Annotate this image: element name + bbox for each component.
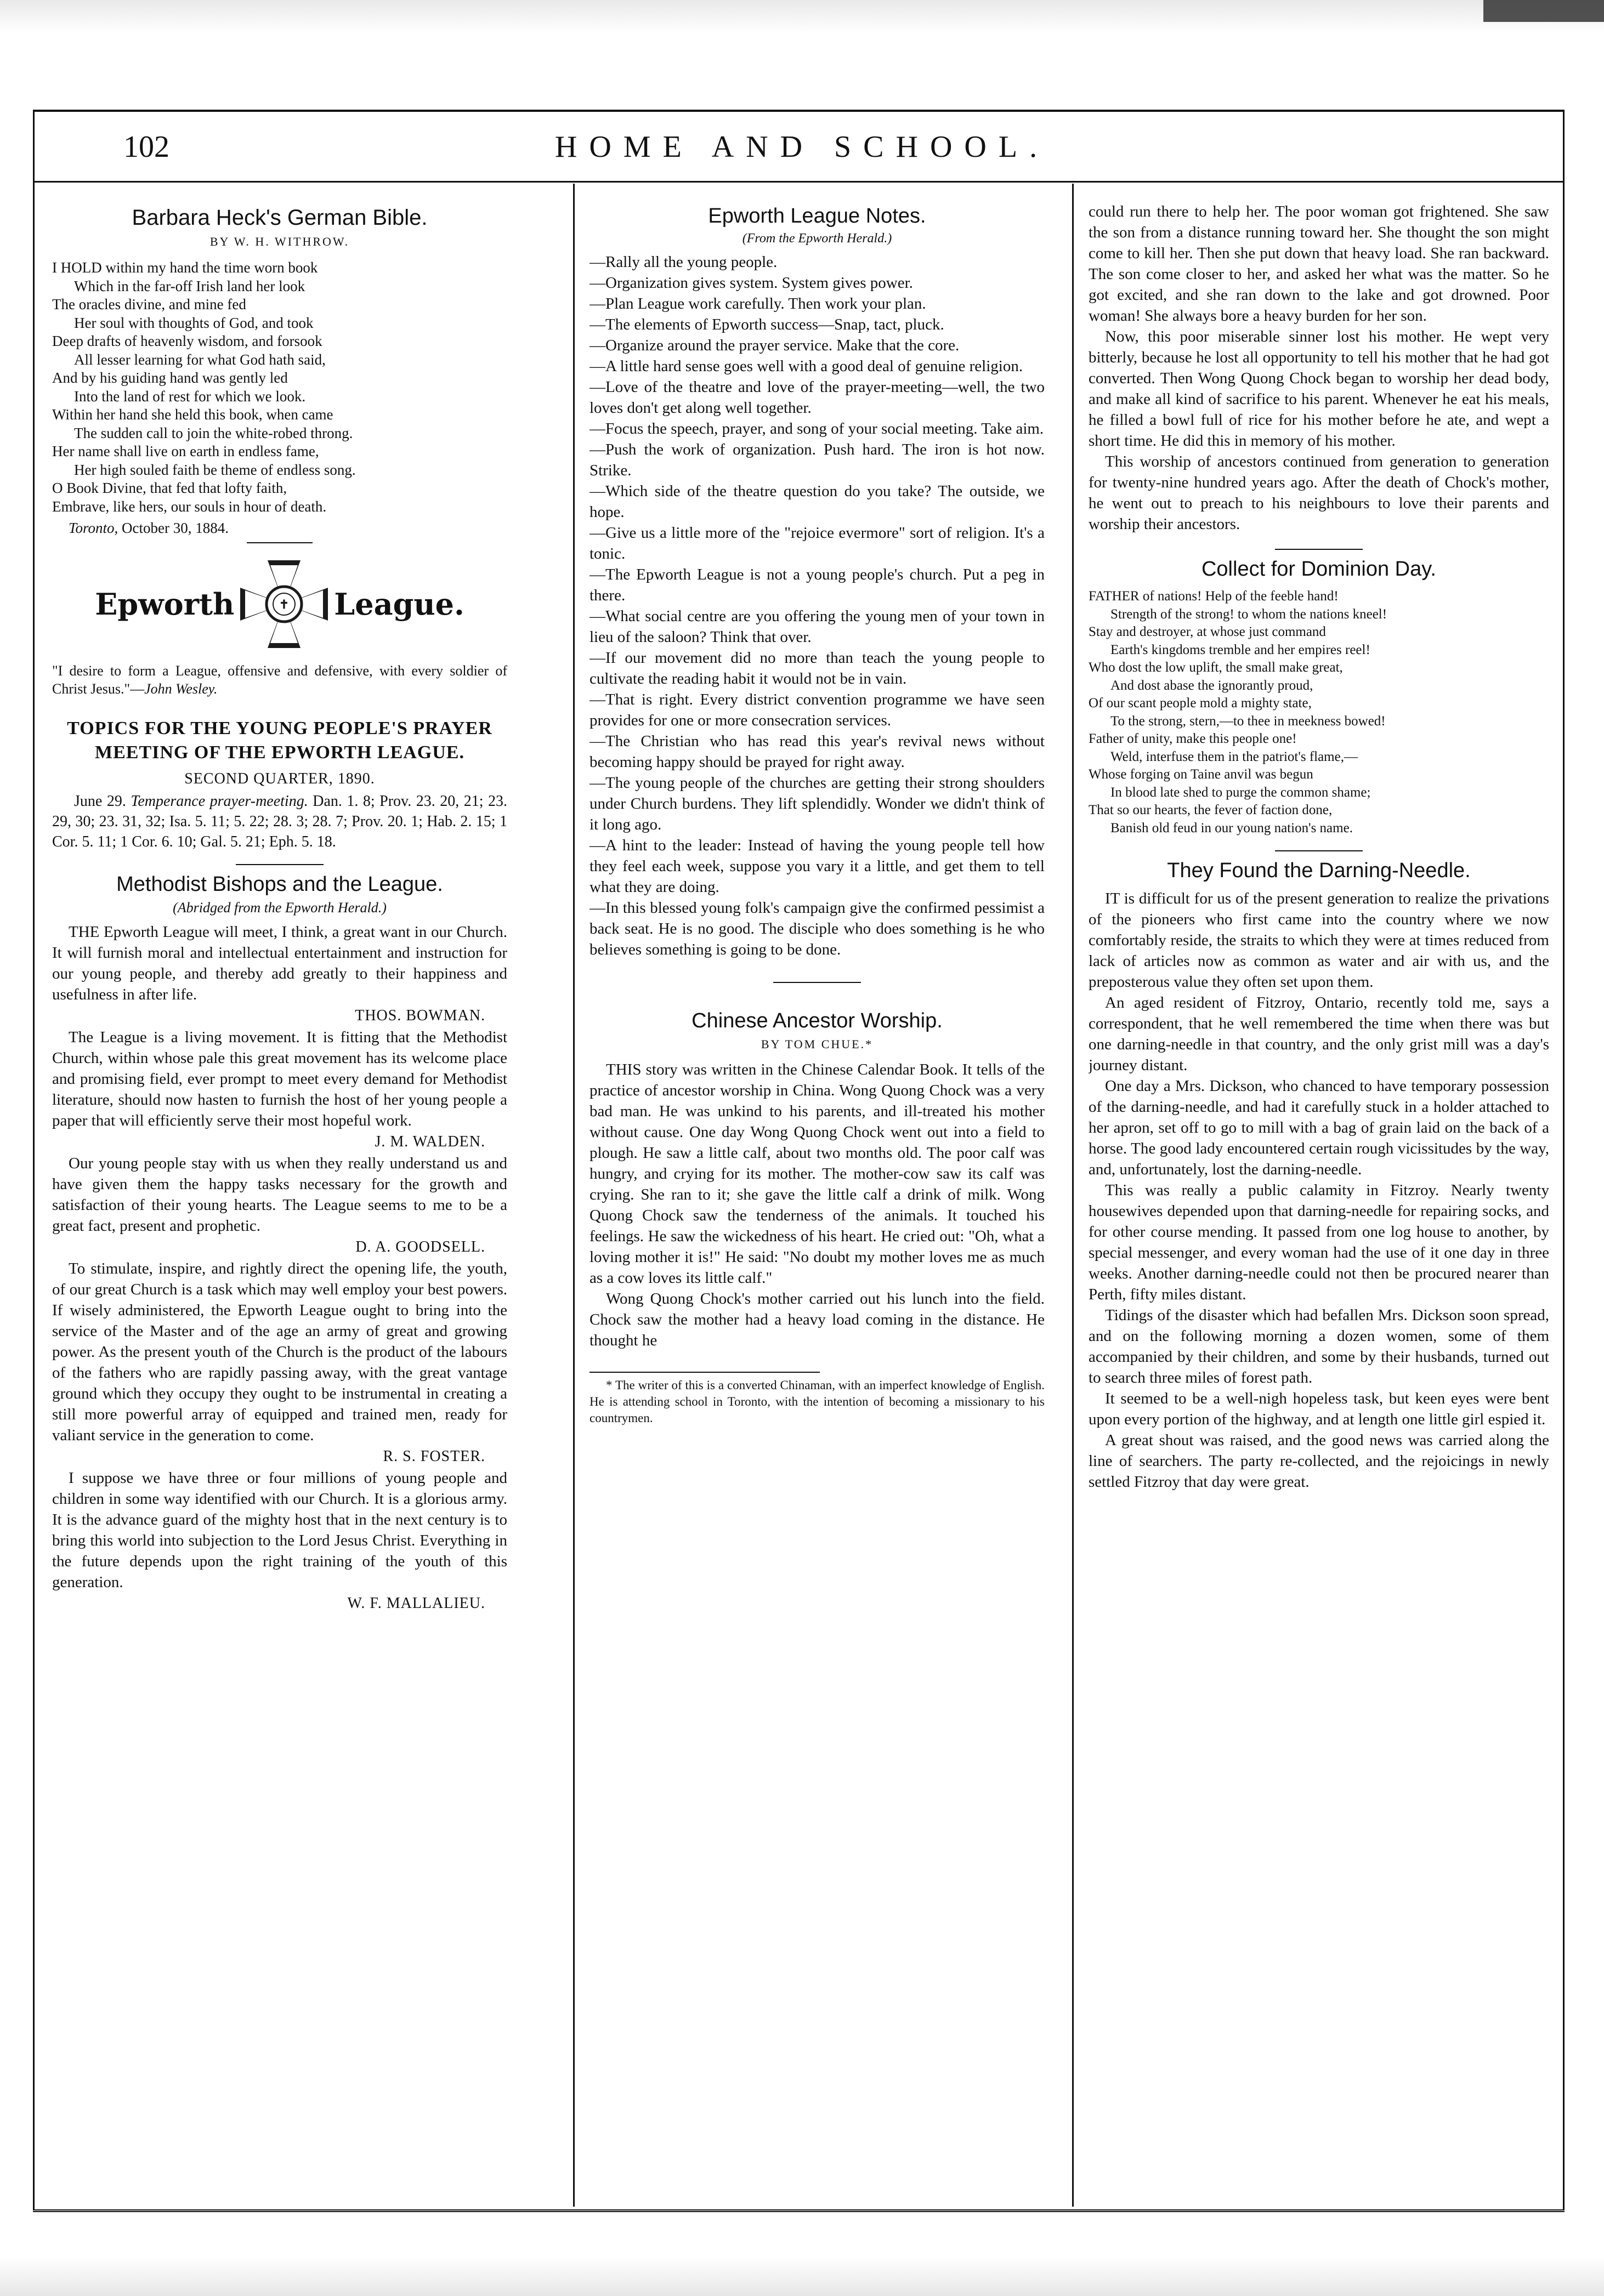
hoeck-byline: BY W. H. WITHROW. [209, 235, 350, 248]
poem-line: Within her hand she held this book, when came [52, 406, 333, 423]
note-item: —The Christian who has read this year's revival news without becoming happy should be prayed for right away. [590, 732, 1045, 771]
topics-title-line-2: MEETING OF THE EPWORTH LEAGUE. [95, 742, 464, 763]
footnote-rule [590, 1372, 820, 1373]
section-rule [1275, 549, 1363, 550]
publication-title: HOME AND SCHOOL. [554, 130, 1050, 164]
column-2 [590, 189, 1045, 2207]
chinese-continued-paragraph-3: This worship of ancestors continued from generation to generation for twenty-nine hundred years ago. After the death of Chock's mother, he went out to preach to his neighbours to love their parents and worship their ancestors. [1089, 453, 1549, 533]
poem-line: The oracles divine, and mine fed [52, 296, 246, 312]
poem-line: Father of unity, make this people one! [1089, 731, 1297, 746]
poem-line: I HOLD within my hand the time worn book [52, 259, 318, 276]
scan-edge-top [0, 0, 1604, 33]
frame-left-rule [33, 110, 35, 2209]
svg-text:✝: ✝ [279, 598, 290, 612]
section-rule [1275, 850, 1363, 851]
darning-paragraph-5: Tidings of the disaster which had befallen Mrs. Dickson soon spread, and on the following morning a dozen women, some of them accompanied by their children, and some by their husbands, turned out to search three miles of forest path. [1089, 1306, 1549, 1386]
chinese-byline: BY TOM CHUE.* [761, 1037, 874, 1051]
bishops-paragraph-5: I suppose we have three or four millions of young people and children in some way identified with our Church. It is a glorious army. It is the advance guard of the mighty host that in the next century is to bring this world into subjection to the Lord Jesus Christ. Everything in the future depends upon the right training of the youth of this generation. [52, 1469, 507, 1592]
section-rule [773, 982, 861, 983]
poem-line: Deep drafts of heavenly wisdom, and forsook [52, 333, 322, 349]
frame-bottom-rule [33, 2209, 1565, 2212]
darning-paragraph-4: This was really a public calamity in Fitzroy. Nearly twenty housewives depended upon that darning-needle for repairing socks, and for other course mending. It passed from one log house to another, by special messenger, and every woman had the use of it one day in three weeks. Another darning-needle could not then be procured nearer than Perth, fifty miles distant. [1089, 1181, 1549, 1303]
bishops-paragraph-3: Our young people stay with us when they really understand us and have given them the happy tasks necessary for the growth and satisfaction of their young hearts. The League seems to me to be a great fact, present and prophetic. [52, 1155, 507, 1235]
note-item: —Push the work of organization. Push hard. The iron is hot now. Strike. [590, 441, 1045, 479]
poem-line: Which in the far-off Irish land her look [74, 277, 305, 294]
note-item: —The Epworth League is not a young people's church. Put a peg in there. [590, 566, 1045, 604]
notes-list [590, 252, 1045, 960]
poem-line: And by his guiding hand was gently led [52, 370, 288, 386]
hoeck-poem [52, 259, 507, 516]
hoeck-date: October 30, 1884. [122, 520, 229, 536]
note-item: —Organization gives system. System gives power. [590, 274, 913, 292]
logo-left-word: Epworth [95, 587, 235, 622]
poem-line: Her name shall live on earth in endless fame, [52, 443, 319, 459]
bishops-paragraph-4: To stimulate, inspire, and rightly direct the opening life, the youth, of our great Church is a task which may well employ your best powers. If wisely administered, the Epworth League ought to bring into the service of the Master and of the age an army of great and growing power. As the present youth of the Church is the product of the labours of the fathers who are rapidly passing away, with the great vantage ground which they occupy they ought to be instrumental in creating a still more powerful array of equipped and trained men, ready for valiant service in the generation to come. [52, 1260, 507, 1445]
chinese-continued-paragraph-2: Now, this poor miserable sinner lost his mother. He wept very bitterly, because he lost all opportunity to tell his mother that he had got converted. Then Wong Quong Chock began to worship her dead body, and make all kind of sacrifice to his parent. Whenever he eat his meals, he filled a bowl full of rice for his mother before he ate, and wept a short time. He did this in memory of his mother. [1089, 328, 1549, 450]
chinese-continued-paragraph-1: could run there to help her. The poor woman got frightened. She saw the son from a distance running toward her. She thought the son might come to kill her. Then she put down that heavy load. She ran backward. The son come closer to her, and asked her what was the matter. So he got excited, and she ran down to the lake and got drowned. Poor woman! She always bore a heavy burden for her son. [1089, 203, 1549, 325]
motto-author: John Wesley. [144, 681, 218, 697]
poem-line: And dost abase the ignorantly proud, [1110, 678, 1313, 693]
column-1 [52, 189, 507, 2207]
bishops-signature-2: J. M. WALDEN. [375, 1133, 485, 1151]
note-item: —Organize around the prayer service. Make that the core. [590, 337, 960, 354]
note-item: —Plan League work carefully. Then work your plan. [590, 295, 926, 312]
poem-line: Into the land of rest for which we look. [74, 388, 306, 405]
poem-line: Embrave, like hers, our souls in hour of death. [52, 498, 327, 515]
header-rule [33, 181, 1563, 183]
note-item: —Which side of the theatre question do you take? The outside, we hope. [590, 482, 1045, 521]
bishops-signature-1: THOS. BOWMAN. [355, 1007, 485, 1025]
poem-line: Strength of the strong! to whom the nations kneel! [1110, 606, 1387, 622]
notes-title: Epworth League Notes. [708, 204, 926, 228]
topics-entry-date: June 29. [74, 793, 126, 810]
note-item: —Love of the theatre and love of the prayer-meeting—well, the two loves don't get along well together. [590, 378, 1045, 417]
scan-edge-bottom [0, 2258, 1604, 2296]
poem-line: The sudden call to join the white-robed throng. [74, 424, 353, 441]
topics-entry [52, 791, 507, 852]
chinese-paragraph-2: Wong Quong Chock's mother carried out his lunch into the field. Chock saw the mother had a heavy load coming in the distance. He thought he [590, 1290, 1045, 1349]
note-item: —That is right. Every district convention programme we have seen provides for one or more consecration services. [590, 691, 1045, 729]
poem-line: Earth's kingdoms tremble and her empires reel! [1110, 642, 1370, 657]
bishops-paragraph-2: The League is a living movement. It is fitting that the Methodist Church, within whose pale this great movement has its welcome place and promising field, ever prompt to meet every demand for Methodist literature, should now hasten to furnish the host of her young people a paper that will efficiently serve their most hopeful work. [52, 1028, 507, 1130]
poem-line: To the strong, stern,—to thee in meekness bowed! [1110, 713, 1386, 729]
poem-line: Weld, interfuse them in the patriot's flame,— [1110, 749, 1358, 764]
note-item: —What social centre are you offering the young men of your town in lieu of the saloon? Think that over. [590, 607, 1045, 646]
wesley-motto: "I desire to form a League, offensive and defensive, with every soldier of Christ Jesus."—John Wesley. [52, 663, 507, 697]
poem-line: That so our hearts, the fever of faction done, [1089, 803, 1333, 817]
darning-title: They Found the Darning-Needle. [1167, 859, 1471, 882]
poem-line: Whose forging on Taine anvil was begun [1089, 767, 1313, 782]
note-item: —Give us a little more of the "rejoice evermore" sort of religion. It's a tonic. [590, 524, 1045, 562]
note-item: —The elements of Epworth success—Snap, tact, pluck. [590, 316, 944, 333]
poem-line: Her soul with thoughts of God, and took [74, 314, 314, 331]
section-rule [247, 542, 313, 543]
note-item: —Rally all the young people. [590, 253, 778, 271]
poem-line: Of our scant people mold a mighty state, [1089, 696, 1312, 711]
frame-top-rule [33, 110, 1563, 112]
note-item: —In this blessed young folk's campaign give the confirmed pessimist a back seat. He is no good. The disciple who does something is he who believes something is going to be done. [590, 899, 1045, 958]
note-item: —Focus the speech, prayer, and song of your social meeting. Take aim. [590, 420, 1044, 437]
collect-title: Collect for Dominion Day. [1201, 558, 1436, 581]
poem-line: All lesser learning for what God hath said, [74, 351, 326, 368]
column-divider-2 [1072, 184, 1074, 2207]
note-item: —The young people of the churches are getting their strong shoulders under Church burdens. They lift splendidly. Wonder we didn't think of it long ago. [590, 774, 1045, 833]
darning-paragraph-6: It seemed to be a well-nigh hopeless task, but keen eyes were bent upon every portion of the highway, and at length one little girl espied it. [1089, 1390, 1549, 1428]
note-item: —A hint to the leader: Instead of having the young people tell how they feel each week, suppose you vary it a little, and get them to tell what they are doing. [590, 837, 1045, 896]
darning-paragraph-7: A great shout was raised, and the good news was carried along the line of searchers. The party re-collected, and the rejoicings in newly settled Fitzroy that day were great. [1089, 1431, 1549, 1491]
poem-line: In blood late shed to purge the common shame; [1110, 785, 1371, 800]
poem-line: Stay and destroyer, at whose just command [1089, 624, 1326, 639]
collect-poem [1089, 588, 1549, 837]
motto-text: "I desire to form a League, offensive and defensive, with every soldier of Christ Jesus." [52, 663, 507, 697]
topics-title-line-1: TOPICS FOR THE YOUNG PEOPLE'S PRAYER [67, 718, 492, 738]
chinese-title: Chinese Ancestor Worship. [692, 1009, 943, 1032]
logo-right-word: League. [334, 587, 464, 622]
hoeck-title: Barbara Heck's German Bible. [132, 206, 428, 230]
poem-line: Her high souled faith be theme of endless song. [74, 461, 356, 478]
darning-paragraph-1: IT is difficult for us of the present generation to realize the privations of the pioneers who first came into the country where we now comfortably reside, the straits to which they were at times reduced from lack of articles now as common as water and air with us, and the preposterous value they often set upon them. [1089, 890, 1549, 991]
poem-line: FATHER of nations! Help of the feeble hand! [1089, 589, 1339, 604]
note-item: —If our movement did no more than teach the young people to cultivate the reading habit it would not be in vain. [590, 649, 1045, 687]
darning-paragraph-3: One day a Mrs. Dickson, who chanced to have temporary possession of the darning-needle, and had it carefully stuck in a holder attached to her apron, set off to go to mill with a bag of grain laid on the back of a horse. The good lady encountered certain rough vicissitudes by the way, and, unfortunately, lost the darning-needle. [1089, 1077, 1549, 1178]
section-rule [236, 864, 324, 865]
column-divider-1 [573, 184, 575, 2207]
topics-entry-topic: Temperance prayer-meeting. [131, 793, 308, 810]
bishops-subtitle: (Abridged from the Epworth Herald.) [173, 900, 387, 916]
topics-title [52, 717, 507, 765]
chinese-paragraph-1: THIS story was written in the Chinese Calendar Book. It tells of the practice of ancestor worship in China. Wong Quong Chock was a very bad man. He was unkind to his parents, and ill-treated his mother without cause. One day Wong Quong Chock went out into a field to plough. He saw a little calf, about two months old. The poor calf was hungry, and crying for its mother. The mother-cow saw its calf was crying. She ran to it; she gave the little calf a drink of milk. Wong Quong Chock saw the tenderness of the animals. It touched his feelings. He saw the wickedness of his heart. He cried out: "Oh, what a loving mother it is!" He said: "No doubt my mother loves me as much as a cow loves its little calf." [590, 1061, 1045, 1287]
maltese-cross-icon [237, 558, 331, 651]
darning-paragraph-2: An aged resident of Fitzroy, Ontario, recently told me, says a correspondent, that he well remembered the time when there was but one darning-needle in that country, and the only grist mill was a day's journey distant. [1089, 994, 1549, 1074]
chinese-footnote: * The writer of this is a converted Chinaman, with an imperfect knowledge of English. He is attending school in Toronto, with the intention of becoming a missionary to his countrymen. [590, 1378, 1045, 1425]
topics-entry-refs: Dan. 1. 8; Prov. 23. 20, 21; 23. 29, 30; 23. 31, 32; Isa. 5. 11; 5. 22; 28. 3; 28. 7; Prov. 20. 1; Hab. 2. 15; 1 Cor. 5. 11; 1 Cor. 6. 10; Gal. 5. 21; Eph. 5. 18. [52, 793, 507, 851]
frame-right-rule [1563, 110, 1565, 2209]
poem-line: Banish old feud in our young nation's name. [1110, 820, 1353, 836]
hoeck-dateline [52, 518, 507, 538]
bishops-paragraph-1: THE Epworth League will meet, I think, a great want in our Church. It will furnish moral and intellectual entertainment and instruction for our young people, and thereby add greatly to their happiness and usefulness in after life. [52, 923, 507, 1004]
scan-edge-dark-corner [1483, 0, 1604, 22]
poem-line: O Book Divine, that fed that lofty faith, [52, 480, 287, 496]
poem-line: Who dost the low uplift, the small make great, [1089, 660, 1343, 675]
topics-quarter: SECOND QUARTER, 1890. [184, 770, 375, 788]
bishops-signature-3: D. A. GOODSELL. [355, 1238, 485, 1256]
epworth-league-logo [52, 558, 507, 651]
note-item: —A little hard sense goes well with a good deal of genuine religion. [590, 357, 1023, 375]
bishops-signature-4: R. S. FOSTER. [383, 1448, 485, 1465]
column-3 [1089, 189, 1549, 2207]
bishops-title: Methodist Bishops and the League. [116, 873, 443, 896]
hoeck-place: Toronto, [69, 520, 118, 536]
page-number: 102 [123, 130, 169, 164]
notes-subtitle: (From the Epworth Herald.) [742, 231, 892, 246]
bishops-signature-5: W. F. MALLALIEU. [347, 1595, 485, 1612]
